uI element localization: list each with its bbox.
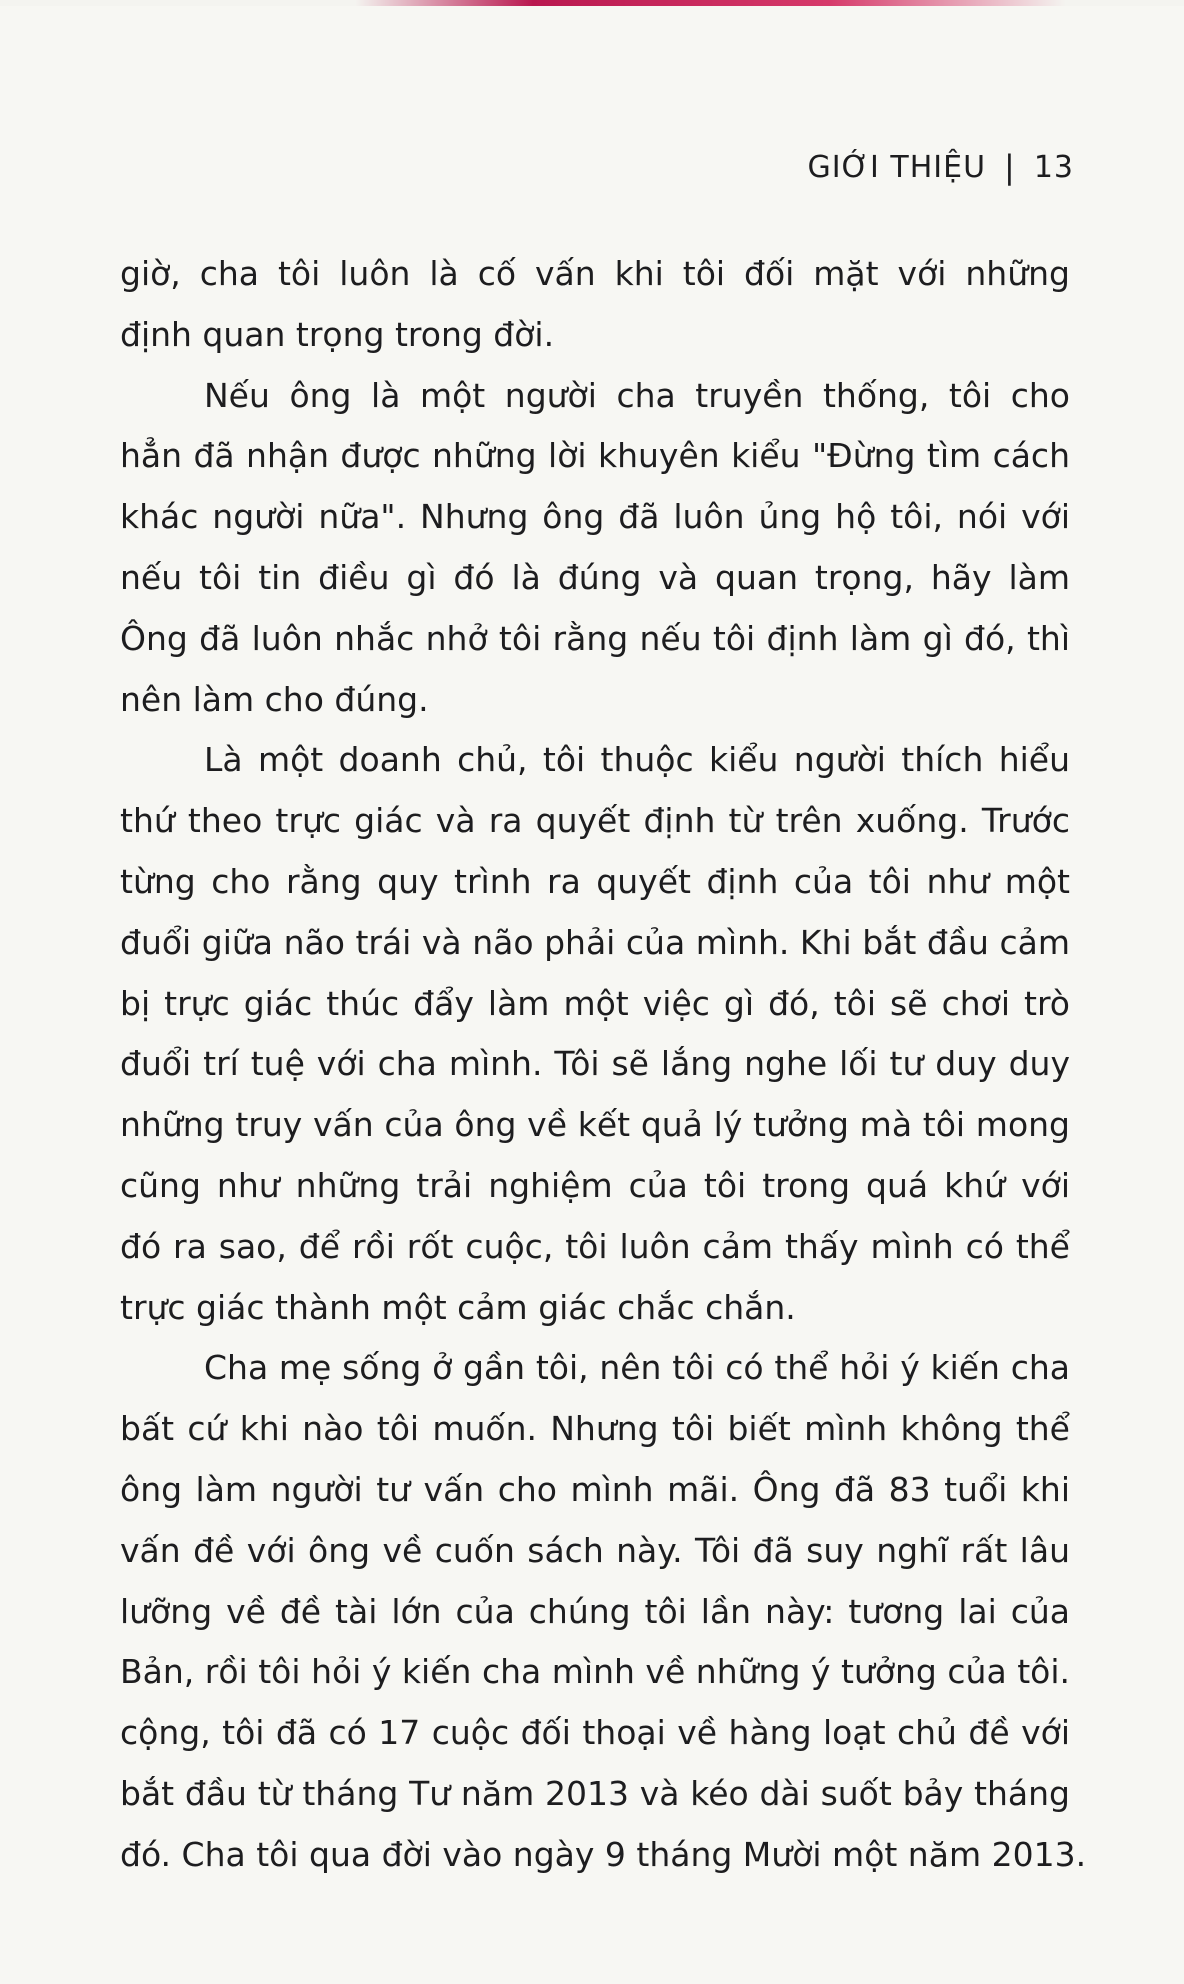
text-line: ông làm người tư vấn cho mình mãi. Ông đã 83 tuổi khi (120, 1469, 1070, 1509)
text-line: từng cho rằng quy trình ra quyết định của tôi như một (120, 861, 1070, 901)
text-line: đó. Cha tôi qua đời vào ngày 9 tháng Mười một năm 2013. (120, 1834, 1087, 1874)
text-line: nên làm cho đúng. (120, 679, 429, 719)
text-line: định quan trọng trong đời. (120, 314, 555, 354)
text-line: hẳn đã nhận được những lời khuyên kiểu "Đừng tìm cách (120, 436, 1070, 476)
text-line: đuổi giữa não trái và não phải của mình. Khi bắt đầu cảm (120, 922, 1070, 962)
text-line: đuổi trí tuệ với cha mình. Tôi sẽ lắng nghe lối tư duy duy (120, 1044, 1070, 1084)
text-line: vấn đề với ông về cuốn sách này. Tôi đã suy nghĩ rất lâu (120, 1530, 1070, 1570)
paragraph-first-line: Là một doanh chủ, tôi thuộc kiểu người thích hiểu (204, 740, 1070, 780)
text-line: lưỡng về đề tài lớn của chúng tôi lần này: tương lai của (120, 1591, 1070, 1631)
text-line: thứ theo trực giác và ra quyết định từ trên xuống. Trước (120, 801, 1070, 841)
text-line: bắt đầu từ tháng Tư năm 2013 và kéo dài suốt bảy tháng (120, 1773, 1070, 1813)
text-line: những truy vấn của ông về kết quả lý tưởng mà tôi mong (120, 1105, 1070, 1145)
text-line: khác người nữa". Nhưng ông đã luôn ủng hộ tôi, nói với (120, 497, 1070, 537)
text-line: trực giác thành một cảm giác chắc chắn. (120, 1287, 796, 1327)
page-number: 13 (1033, 149, 1074, 185)
text-line: nếu tôi tin điều gì đó là đúng và quan trọng, hãy làm (120, 557, 1070, 597)
text-line: cộng, tôi đã có 17 cuộc đối thoại về hàng loạt chủ đề với (120, 1713, 1070, 1753)
header-separator: | (1004, 148, 1016, 186)
section-title: GIỚI THIỆU (807, 149, 987, 185)
running-header (808, 148, 1074, 186)
text-line: đó ra sao, để rồi rốt cuộc, tôi luôn cảm thấy mình có thể (120, 1226, 1070, 1266)
text-line: Ông đã luôn nhắc nhở tôi rằng nếu tôi định làm gì đó, thì (120, 618, 1070, 658)
paragraph-first-line: Cha mẹ sống ở gần tôi, nên tôi có thể hỏi ý kiến cha (204, 1348, 1070, 1388)
text-line: bất cứ khi nào tôi muốn. Nhưng tôi biết mình không thể (120, 1409, 1070, 1449)
page-top-edge (0, 0, 1184, 6)
text-line: cũng như những trải nghiệm của tôi trong quá khứ với (120, 1165, 1070, 1205)
text-line: Bản, rồi tôi hỏi ý kiến cha mình về những ý tưởng của tôi. (120, 1652, 1070, 1692)
text-line: bị trực giác thúc đẩy làm một việc gì đó, tôi sẽ chơi trò (120, 983, 1070, 1023)
text-line: giờ, cha tôi luôn là cố vấn khi tôi đối mặt với những (120, 254, 1070, 293)
paragraph-first-line: Nếu ông là một người cha truyền thống, tôi cho (204, 375, 1070, 415)
body-text (120, 244, 1087, 1886)
